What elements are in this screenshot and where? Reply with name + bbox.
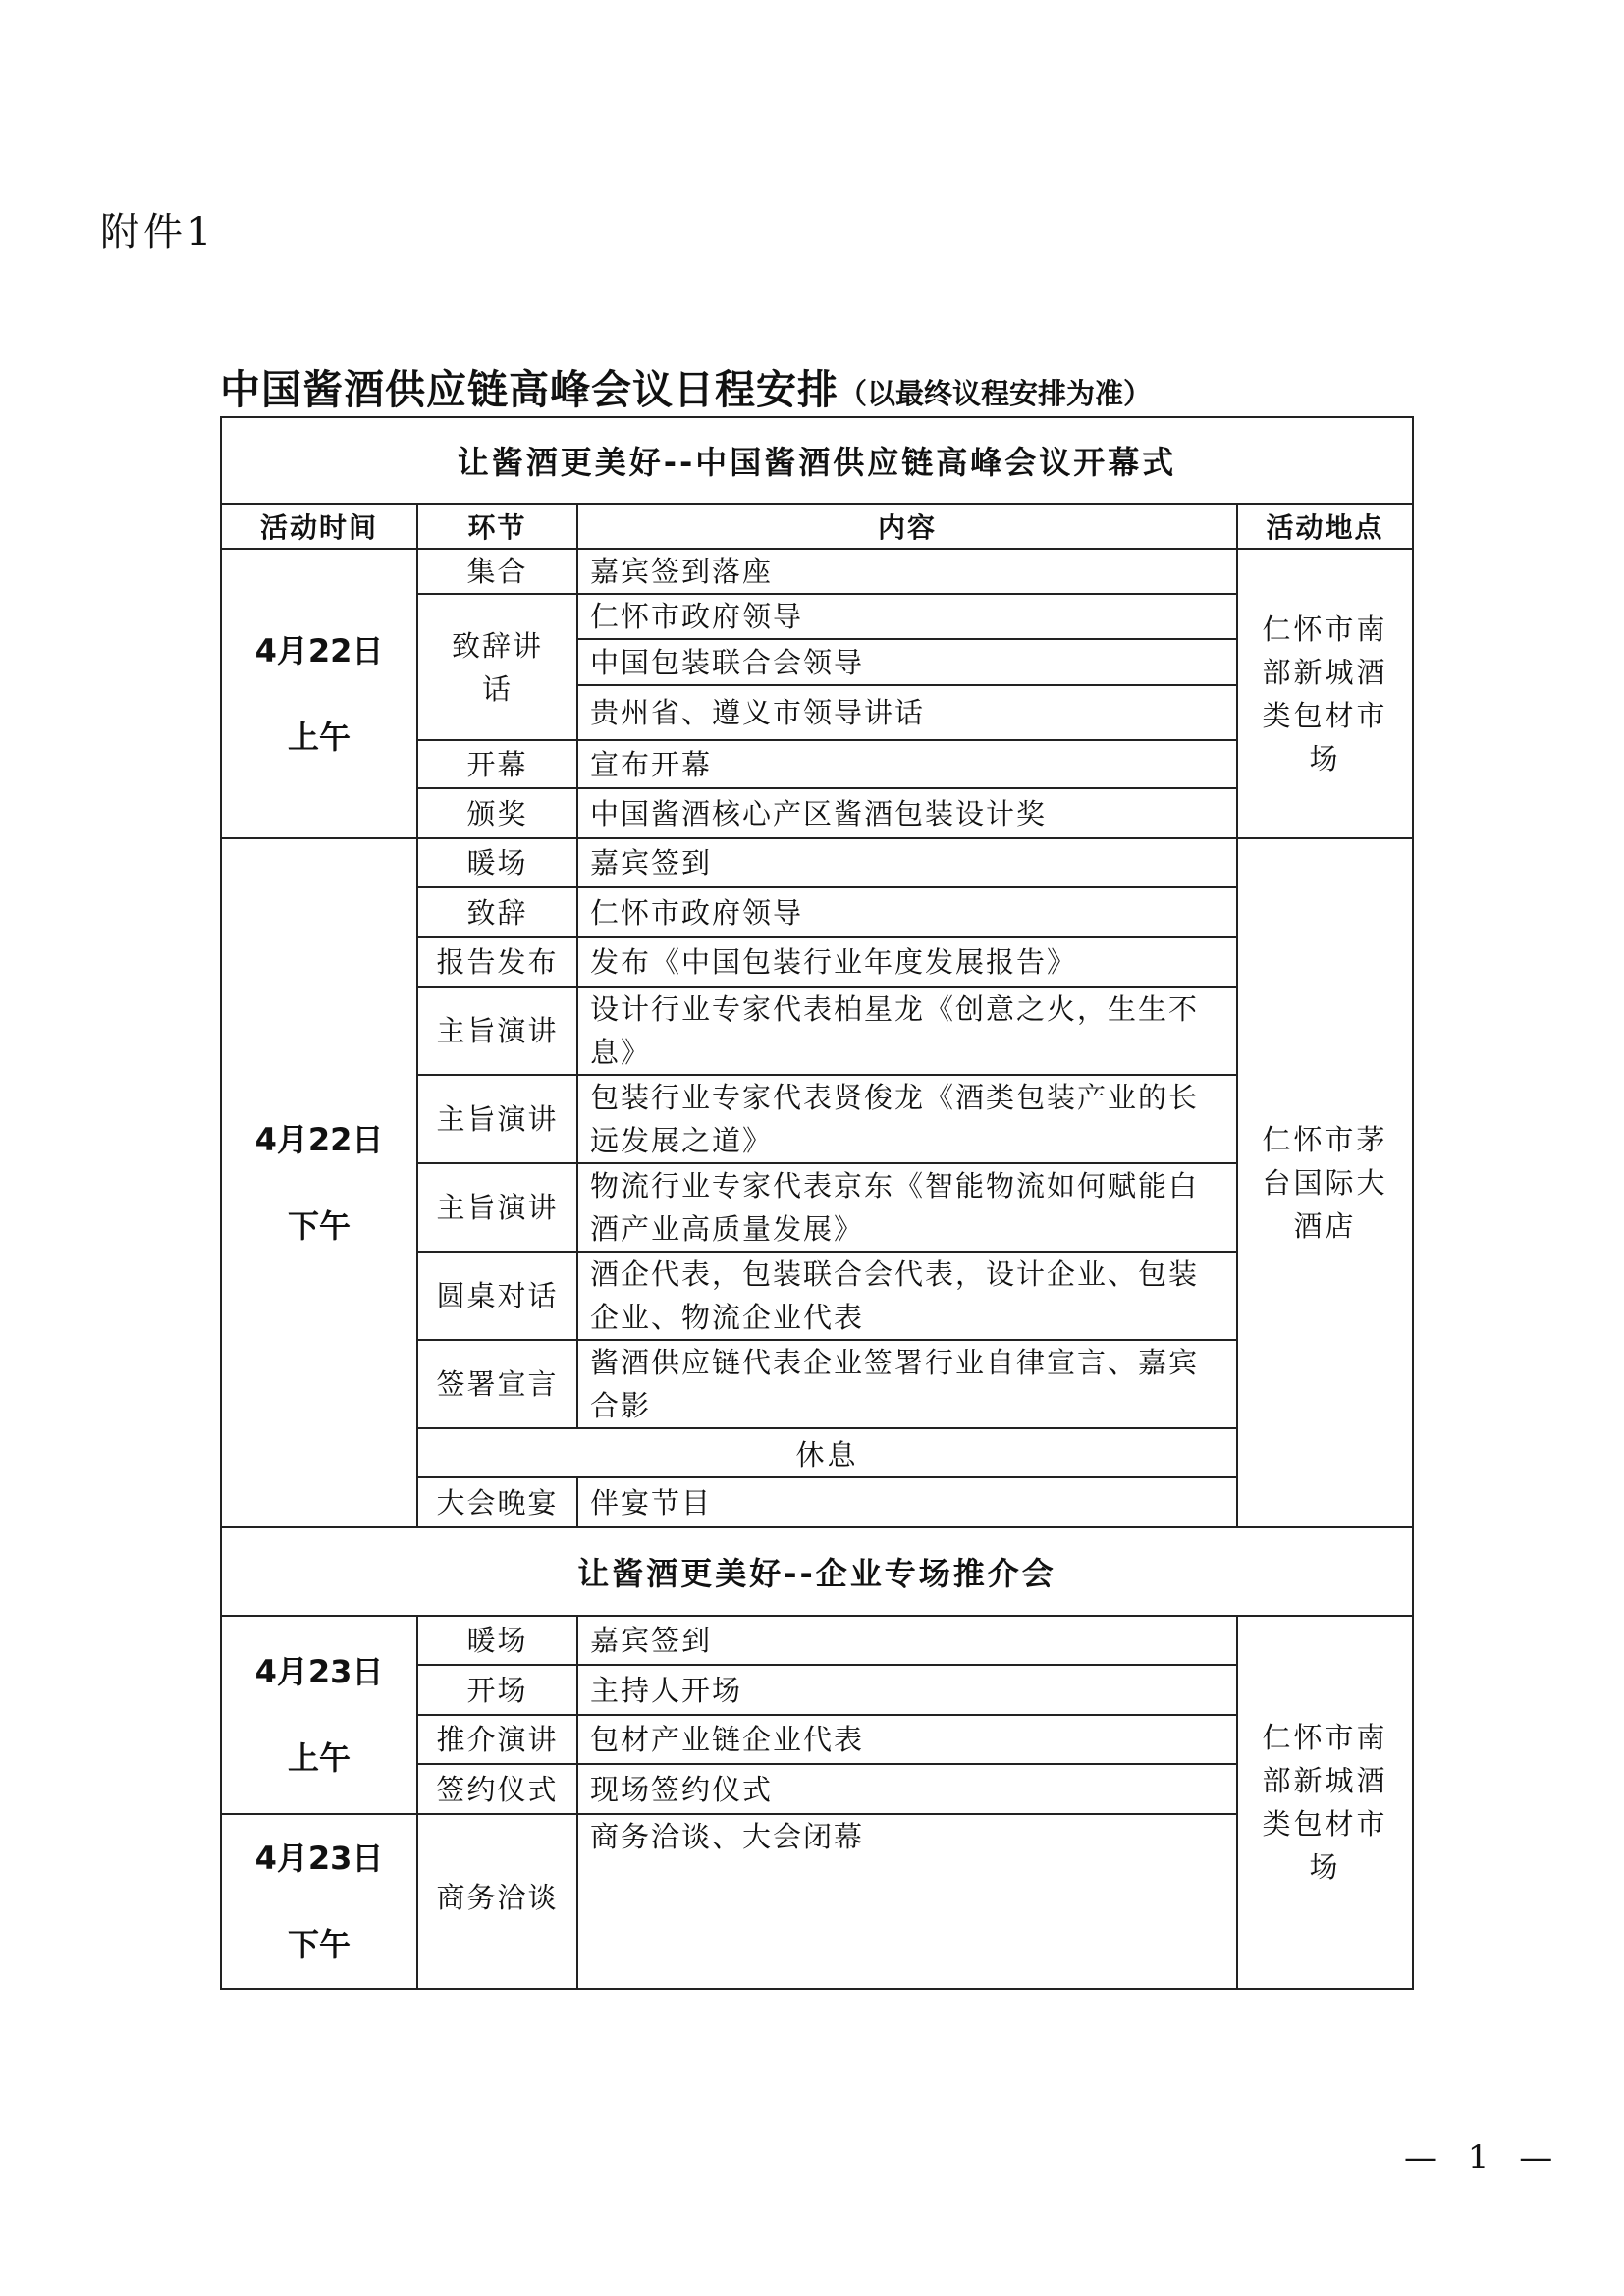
content-cell: 中国酱酒核心产区酱酒包装设计奖 [577,788,1237,838]
segment-cell: 商务洽谈 [417,1814,577,1989]
content-cell: 嘉宾签到 [577,838,1237,887]
content-cell: 包装行业专家代表贤俊龙《酒类包装产业的长远发展之道》 [577,1075,1237,1163]
date-text: 4月22日 [254,631,384,669]
content-cell: 宣布开幕 [577,740,1237,788]
content-cell: 仁怀市政府领导 [577,594,1237,639]
time-cell [221,1814,417,1989]
period-text: 上午 [287,718,351,756]
content-cell: 现场签约仪式 [577,1764,1237,1814]
date-text: 4月23日 [254,1840,384,1877]
segment-cell: 主旨演讲 [417,987,577,1075]
header-content: 内容 [577,504,1237,549]
location-cell: 仁怀市南部新城酒类包材市场 [1237,549,1413,838]
section-title-opening: 让酱酒更美好--中国酱酒供应链高峰会议开幕式 [221,417,1413,504]
attachment-label: 附件1 [100,210,216,255]
content-cell: 商务洽谈、大会闭幕 [577,1814,1237,1989]
segment-cell: 致辞 [417,887,577,937]
content-cell: 设计行业专家代表柏星龙《创意之火，生生不息》 [577,987,1237,1075]
break-row: 休息 [417,1428,1237,1477]
date-text: 4月23日 [254,1653,384,1690]
segment-cell: 圆桌对话 [417,1252,577,1340]
period-text: 下午 [287,1207,351,1245]
content-cell: 中国包装联合会领导 [577,639,1237,685]
content-cell: 酱酒供应链代表企业签署行业自律宣言、嘉宾合影 [577,1340,1237,1428]
content-cell: 嘉宾签到 [577,1616,1237,1665]
content-cell: 主持人开场 [577,1665,1237,1715]
segment-cell: 主旨演讲 [417,1163,577,1252]
header-segment: 环节 [417,504,577,549]
content-cell: 贵州省、遵义市领导讲话 [577,685,1237,740]
segment-cell: 致辞讲话 [417,594,577,740]
segment-cell: 签约仪式 [417,1764,577,1814]
date-text: 4月22日 [254,1121,384,1158]
table-header-row [221,504,1413,549]
header-time: 活动时间 [221,504,417,549]
content-cell: 发布《中国包装行业年度发展报告》 [577,937,1237,987]
document-title [220,357,1457,415]
content-cell: 仁怀市政府领导 [577,887,1237,937]
content-cell: 嘉宾签到落座 [577,549,1237,594]
title-text: 中国酱酒供应链高峰会议日程安排 [220,366,839,413]
period-text: 下午 [287,1926,351,1963]
table-row [221,838,1413,887]
time-cell [221,549,417,838]
time-cell [221,1616,417,1814]
segment-cell: 签署宣言 [417,1340,577,1428]
period-text: 上午 [287,1739,351,1777]
segment-cell: 暖场 [417,1616,577,1665]
segment-cell: 开场 [417,1665,577,1715]
segment-cell: 颁奖 [417,788,577,838]
section-title-promotion: 让酱酒更美好--企业专场推介会 [221,1527,1413,1616]
table-row [221,549,1413,594]
header-location: 活动地点 [1237,504,1413,549]
segment-cell: 主旨演讲 [417,1075,577,1163]
location-cell: 仁怀市南部新城酒类包材市场 [1237,1616,1413,1989]
segment-cell: 集合 [417,549,577,594]
title-note: （以最终议程安排为准） [839,377,1153,410]
segment-cell: 推介演讲 [417,1715,577,1764]
content-cell: 伴宴节目 [577,1477,1237,1527]
table-row [221,1616,1413,1665]
segment-cell: 大会晚宴 [417,1477,577,1527]
time-cell [221,838,417,1527]
segment-cell: 开幕 [417,740,577,788]
segment-cell: 暖场 [417,838,577,887]
content-cell: 物流行业专家代表京东《智能物流如何赋能白酒产业高质量发展》 [577,1163,1237,1252]
table-row [221,1814,1413,1989]
segment-cell: 报告发布 [417,937,577,987]
page-number: — 1 — [1404,2138,1563,2177]
schedule-table [220,416,1414,1990]
content-cell: 酒企代表，包装联合会代表，设计企业、包装企业、物流企业代表 [577,1252,1237,1340]
content-cell: 包材产业链企业代表 [577,1715,1237,1764]
location-cell: 仁怀市茅台国际大酒店 [1237,838,1413,1527]
